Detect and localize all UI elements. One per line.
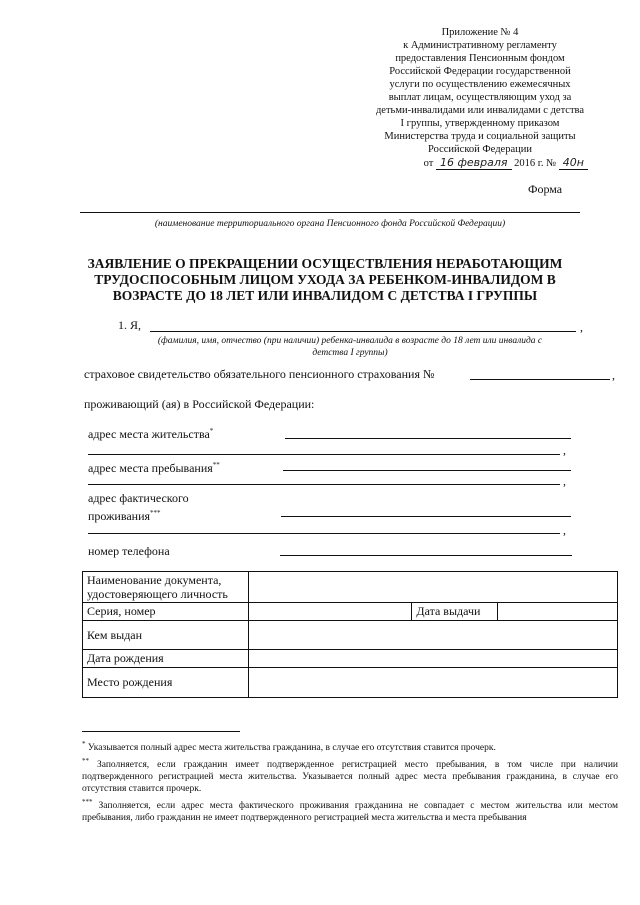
snils-field[interactable] xyxy=(470,379,610,380)
footnote-1: * Указывается полный адрес места жительства гражданина, в случае его отсутствия ставится прочерк. xyxy=(82,740,496,754)
form-label: Форма xyxy=(528,182,563,196)
residing-label: проживающий (ая) в Российской Федерации: xyxy=(84,397,315,411)
phone-field[interactable] xyxy=(280,555,572,556)
birth-place-label: Место рождения xyxy=(83,668,249,698)
footnote-2: ** Заполняется, если гражданин имеет подтвержденное регистрацией место пребывания, в том числе при наличии подтвержденного регистрацией места жительства. Указывается полный адрес места пребывания гражданина, в случае его отсутствия ставится прочерк. xyxy=(82,757,618,795)
residence-address-label: адрес места жительства* xyxy=(88,427,214,441)
table-row xyxy=(83,650,618,668)
issue-date-cell[interactable] xyxy=(498,603,618,621)
birth-place-cell[interactable] xyxy=(248,668,617,698)
item1-label: 1. Я, xyxy=(118,318,142,332)
table-row xyxy=(83,572,618,603)
birth-date-label: Дата рождения xyxy=(83,650,249,668)
approval-line: Министерства труда и социальной защиты xyxy=(384,131,576,142)
table-row xyxy=(83,603,618,621)
approval-line: выплат лицам, осуществляющим уход за xyxy=(388,92,572,103)
handwritten-date: 16 февраля xyxy=(436,156,512,170)
title-line: ВОЗРАСТЕ ДО 18 ЛЕТ ИЛИ ИНВАЛИДОМ С ДЕТСТВА I ГРУППЫ xyxy=(112,288,538,303)
residence-address-field[interactable] xyxy=(285,438,571,439)
id-document-table xyxy=(82,571,618,698)
issued-by-cell[interactable] xyxy=(248,621,617,650)
approval-line: предоставления Пенсионным фондом xyxy=(395,53,565,64)
approval-line: детьми-инвалидами или инвалидами с детства xyxy=(375,105,585,116)
document-title xyxy=(70,256,580,304)
approval-line: I группы, утвержденному приказом xyxy=(400,118,560,129)
stay-address-field-2[interactable] xyxy=(88,484,560,485)
org-name-field[interactable] xyxy=(80,212,580,213)
approval-line: Приложение № 4 xyxy=(441,27,519,38)
footnotes xyxy=(82,738,618,825)
date-prefix: от xyxy=(423,158,434,169)
phone-label: номер телефона xyxy=(88,544,170,558)
birth-date-cell[interactable] xyxy=(248,650,617,668)
actual-address-field[interactable] xyxy=(281,516,571,517)
approval-block xyxy=(360,26,600,170)
applicant-name-field[interactable] xyxy=(150,331,576,332)
snils-label: страховое свидетельство обязательного пенсионного страхования № xyxy=(84,367,435,381)
approval-line: Российской Федерации государственной xyxy=(389,66,571,77)
handwritten-order-number: 40н xyxy=(559,156,588,170)
doc-name-label: Наименование документа, удостоверяющего личность xyxy=(83,572,249,603)
date-year: 2016 г. № xyxy=(514,158,557,169)
approval-line: услуги по осуществлению ежемесячных xyxy=(389,79,571,90)
org-caption: (наименование территориального органа Пенсионного фонда Российской Федерации) xyxy=(154,219,506,229)
title-line: ТРУДОСПОСОБНЫМ ЛИЦОМ УХОДА ЗА РЕБЕНКОМ-ИНВАЛИДОМ В xyxy=(94,272,556,287)
item1-note-line: (фамилия, имя, отчество (при наличии) ребенка-инвалида в возрасте до 18 лет или инвалида с xyxy=(157,336,543,346)
approval-date-row xyxy=(360,156,600,170)
stay-address-field[interactable] xyxy=(283,470,571,471)
item1-note xyxy=(82,335,618,359)
series-number-cell[interactable] xyxy=(248,603,412,621)
title-line: ЗАЯВЛЕНИЕ О ПРЕКРАЩЕНИИ ОСУЩЕСТВЛЕНИЯ НЕРАБОТАЮЩИМ xyxy=(87,256,563,271)
approval-line: Российской Федерации xyxy=(428,144,532,155)
doc-name-cell[interactable] xyxy=(248,572,617,603)
residence-address-field-2[interactable] xyxy=(88,454,560,455)
item1-note-line: детства I группы) xyxy=(312,348,388,358)
stay-address-label: адрес места пребывания** xyxy=(88,461,220,475)
actual-address-label: адрес фактического проживания*** xyxy=(88,491,189,523)
footnote-3: *** Заполняется, если адрес места фактического проживания гражданина не совпадает с местом жительства или местом пребывания, либо гражданин не имеет подтвержденного регистрацией места жительства и места пребывания xyxy=(82,798,619,824)
table-row xyxy=(83,621,618,650)
table-row xyxy=(83,668,618,698)
actual-address-field-2[interactable] xyxy=(88,533,560,534)
approval-line: к Административному регламенту xyxy=(403,40,557,51)
issued-by-label: Кем выдан xyxy=(83,621,249,650)
issue-date-label: Дата выдачи xyxy=(412,603,498,621)
series-number-label: Серия, номер xyxy=(83,603,249,621)
footnote-rule xyxy=(82,731,240,732)
